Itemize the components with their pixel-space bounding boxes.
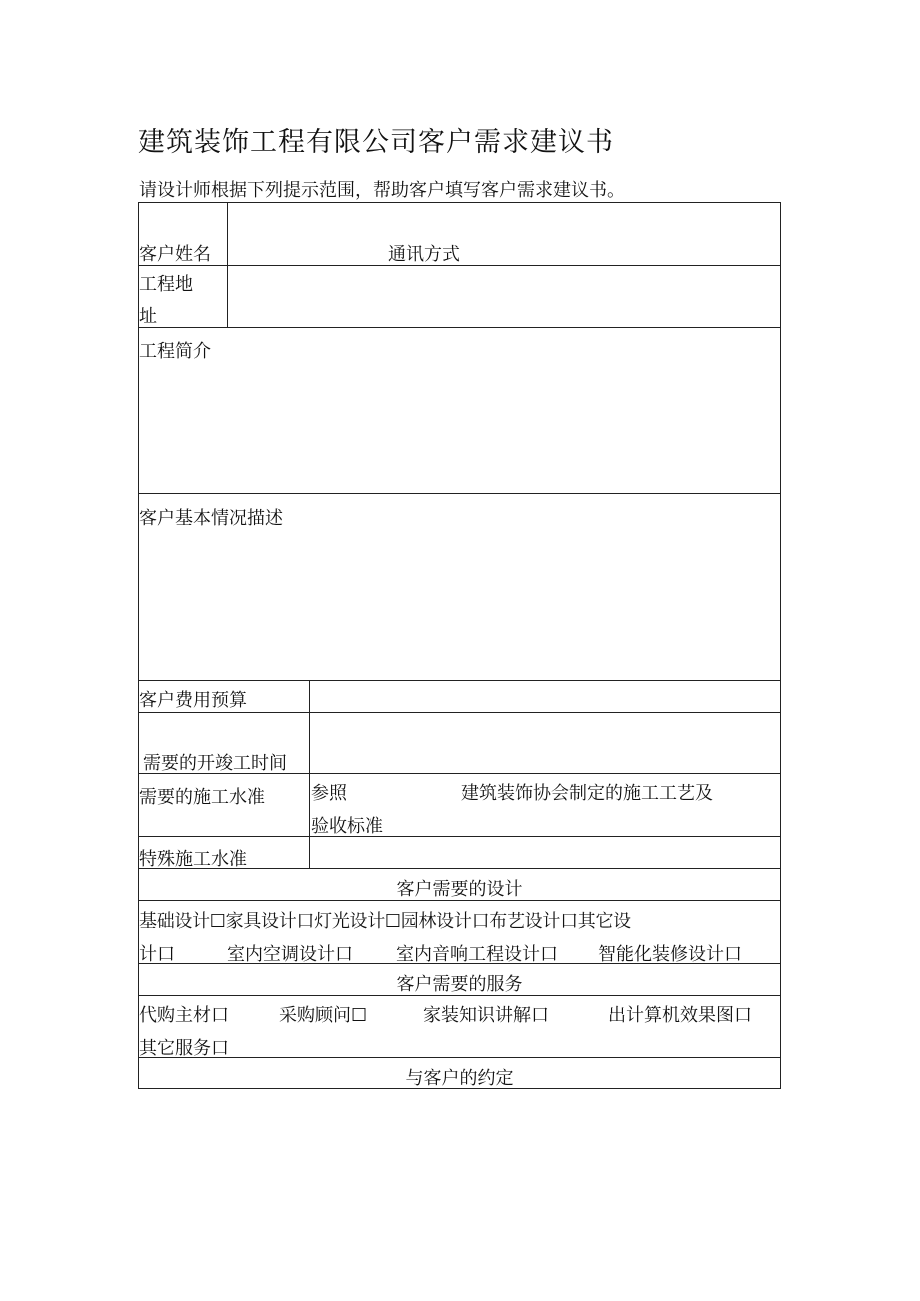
standard-label: 需要的施工水准 [139, 787, 265, 808]
table-border-right [780, 202, 781, 1089]
address-label-line2: 址 [139, 306, 157, 327]
instruction-text: 请设计师根据下列提示范围，帮助客户填写客户需求建议书。 [139, 180, 625, 201]
row-rule [138, 327, 781, 328]
design-options-line1: 基础设计☐家具设计口灯光设计☐园林设计口布艺设计口其它设 [139, 911, 631, 932]
budget-label: 客户费用预算 [139, 690, 247, 711]
row-rule [138, 836, 781, 837]
service-option-consultant: 采购顾问☐ [279, 1005, 368, 1026]
design-option-other-cont: 计口 [139, 944, 175, 965]
agreement-section-header: 与客户的约定 [405, 1068, 514, 1089]
project-intro-label: 工程简介 [139, 341, 211, 362]
row-rule [138, 1057, 781, 1058]
row-rule [138, 712, 781, 713]
standard-value-line2: 验收标准 [311, 816, 383, 837]
service-option-rendering: 出计算机效果图口 [608, 1005, 752, 1026]
schedule-label: 需要的开竣工时间 [143, 753, 287, 774]
address-label-line1: 工程地 [139, 274, 193, 295]
row-rule [138, 680, 781, 681]
row-rule [138, 493, 781, 494]
standard-value-line1: 建筑装饰协会制定的施工工艺及 [461, 783, 713, 804]
client-name-label: 客户姓名 [139, 244, 211, 265]
design-option-smart: 智能化装修设计口 [598, 944, 742, 965]
design-option-ac: 室内空调设计口 [227, 944, 353, 965]
service-option-other: 其它服务口 [139, 1038, 229, 1059]
client-basic-label: 客户基本情况描述 [139, 508, 283, 529]
service-option-knowledge: 家装知识讲解口 [423, 1005, 549, 1026]
service-option-materials: 代购主材口 [139, 1005, 229, 1026]
column-divider [309, 680, 310, 869]
standard-value-prefix: 参照 [311, 783, 347, 804]
design-section-header: 客户需要的设计 [396, 879, 523, 900]
document-title: 建筑装饰工程有限公司客户需求建议书 [138, 127, 614, 158]
column-divider [227, 202, 228, 328]
design-option-audio: 室内音响工程设计口 [396, 944, 558, 965]
service-section-header: 客户需要的服务 [396, 974, 523, 995]
special-standard-label: 特殊施工水准 [139, 849, 247, 870]
row-rule [138, 202, 781, 203]
contact-label: 通讯方式 [388, 244, 460, 265]
